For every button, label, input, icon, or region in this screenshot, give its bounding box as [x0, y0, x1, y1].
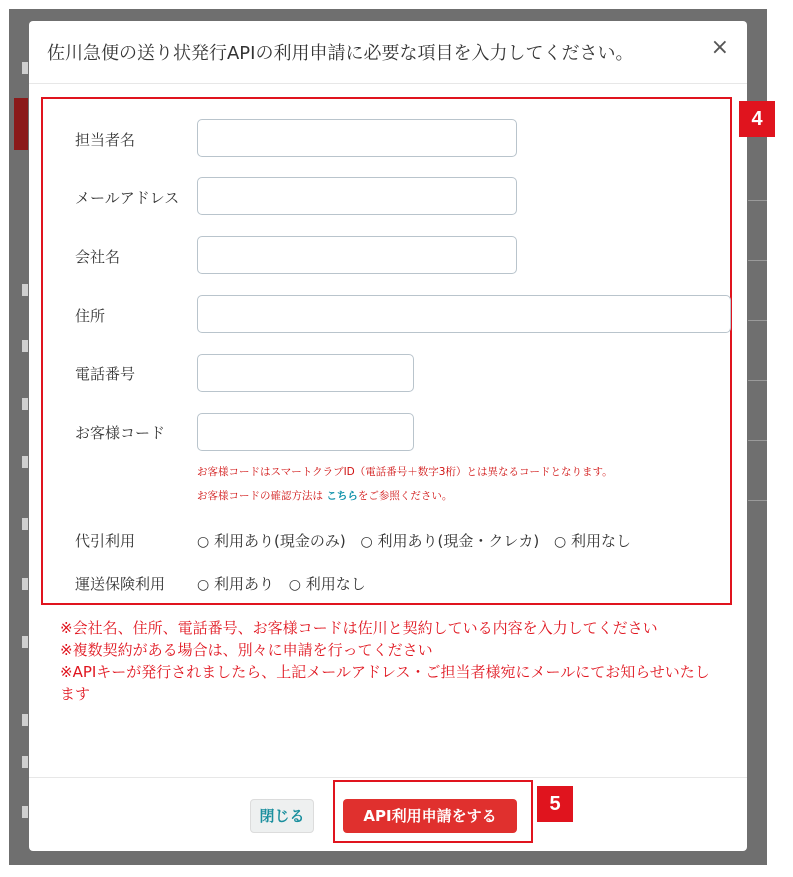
- note-line: ※APIキーが発行されましたら、上記メールアドレス・ご担当者様宛にメールにてお知らせいたします: [60, 663, 710, 703]
- insurance-option-label: 利用あり: [214, 575, 275, 593]
- background-edge-mark: [22, 636, 28, 648]
- background-edge-mark: [22, 398, 28, 410]
- phone-input[interactable]: [197, 354, 414, 392]
- insurance-option-label: 利用なし: [305, 575, 366, 593]
- cod-option-label: 利用あり(現金・クレカ): [377, 532, 540, 550]
- radio-circle-icon: ○: [360, 534, 373, 550]
- person-name-input[interactable]: [197, 119, 517, 157]
- insurance-option-no[interactable]: [289, 575, 366, 593]
- background-divider: [748, 500, 767, 501]
- cod-option-cash-card[interactable]: [361, 532, 540, 550]
- background-divider: [748, 200, 767, 201]
- cod-option-cash[interactable]: [197, 532, 346, 550]
- step-badge-5: 5: [537, 786, 573, 822]
- cod-option-label: 利用なし: [571, 532, 632, 550]
- radio-circle-icon: ○: [554, 534, 567, 550]
- step-badge-4: 4: [739, 101, 775, 137]
- customer-code-note: お客様コードはスマートクラブID（電話番号＋数字3桁）とは異なるコードとなります。: [197, 466, 613, 478]
- notes-block: [60, 617, 720, 705]
- customer-code-help: [197, 488, 452, 503]
- submit-application-button[interactable]: API利用申請をする: [343, 799, 517, 833]
- background-red-marker: [14, 98, 28, 150]
- cod-label: 代引利用: [75, 532, 136, 550]
- customer-code-help-text-end: をご参照ください。: [357, 490, 453, 502]
- background-divider: [748, 440, 767, 441]
- note-line: ※会社名、住所、電話番号、お客様コードは佐川と契約している内容を入力してください: [60, 619, 658, 637]
- background-edge-mark: [22, 714, 28, 726]
- cod-radio-group: [197, 530, 641, 551]
- company-input[interactable]: [197, 236, 517, 274]
- modal-title: 佐川急便の送り状発行APIの利用申請に必要な項目を入力してください。: [47, 43, 634, 64]
- customer-code-help-link[interactable]: こちら: [326, 490, 358, 502]
- close-icon[interactable]: ×: [710, 35, 729, 60]
- background-edge-mark: [22, 284, 28, 296]
- company-label: 会社名: [75, 248, 121, 266]
- background-divider: [748, 260, 767, 261]
- phone-label: 電話番号: [75, 365, 136, 383]
- background-edge-mark: [22, 62, 28, 74]
- modal-footer: [29, 777, 747, 852]
- address-input[interactable]: [197, 295, 731, 333]
- close-button[interactable]: 閉じる: [250, 799, 314, 833]
- insurance-radio-group: [197, 573, 376, 594]
- application-form: [41, 97, 732, 605]
- radio-circle-icon: ○: [197, 577, 210, 593]
- background-edge-mark: [22, 456, 28, 468]
- insurance-option-yes[interactable]: [197, 575, 274, 593]
- customer-code-input[interactable]: [197, 413, 414, 451]
- background-divider: [748, 380, 767, 381]
- address-label: 住所: [75, 307, 106, 325]
- background-edge-mark: [22, 518, 28, 530]
- api-application-modal: [29, 21, 763, 851]
- background-edge-mark: [22, 756, 28, 768]
- radio-circle-icon: ○: [197, 534, 210, 550]
- cod-option-none[interactable]: [554, 532, 631, 550]
- background-edge-mark: [22, 340, 28, 352]
- background-edge-mark: [22, 806, 28, 818]
- customer-code-help-text: お客様コードの確認方法は: [197, 490, 323, 502]
- background-divider: [748, 320, 767, 321]
- modal-header: [29, 21, 747, 84]
- insurance-label: 運送保険利用: [75, 575, 166, 593]
- cod-option-label: 利用あり(現金のみ): [214, 532, 346, 550]
- person-name-label: 担当者名: [75, 131, 136, 149]
- radio-circle-icon: ○: [288, 577, 302, 593]
- note-line: ※複数契約がある場合は、別々に申請を行ってください: [60, 641, 433, 659]
- email-label: メールアドレス: [75, 189, 180, 207]
- customer-code-label: お客様コード: [75, 424, 166, 442]
- background-edge-mark: [22, 578, 28, 590]
- email-input[interactable]: [197, 177, 517, 215]
